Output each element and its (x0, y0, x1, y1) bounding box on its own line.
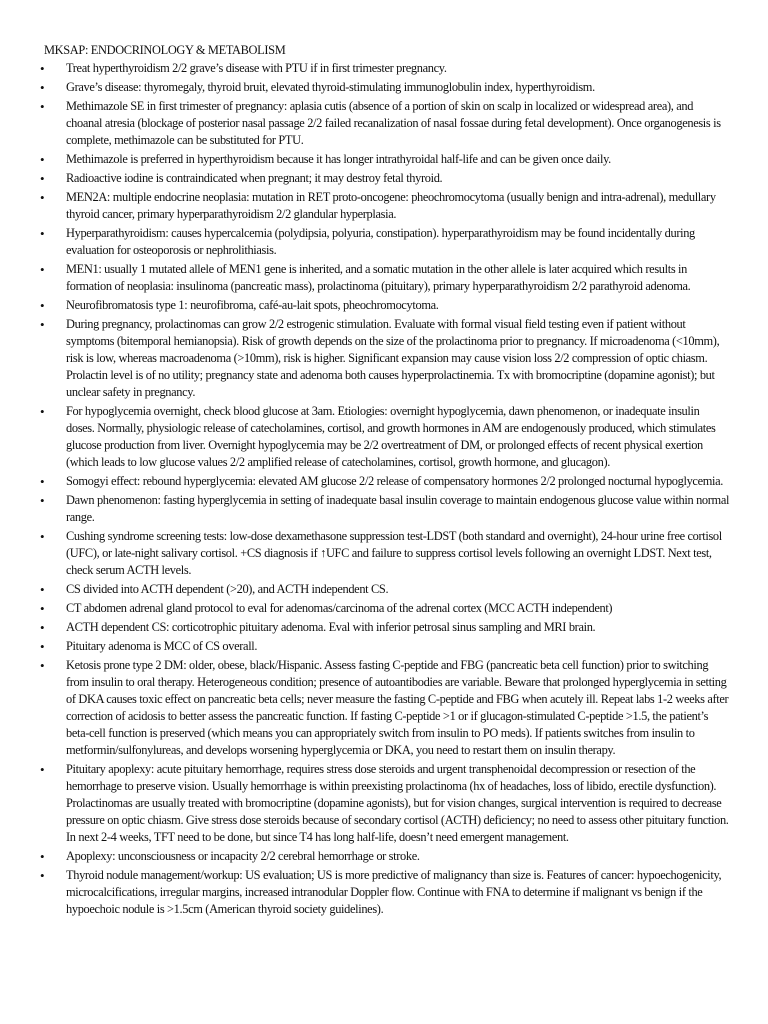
document-page (40, 42, 730, 920)
bullet-item: • MEN2A: multiple endocrine neoplasia: mutation in RET proto-oncogene: pheochromocytoma (usually benign and intra-adrenal), medullary thyroid cancer, primary hyperparathyroidism 2/2 glandular hyperplasia. (40, 189, 730, 223)
bullet-item: • Methimazole is preferred in hyperthyroidism because it has longer intrathyroidal half-life and can be given once daily. (40, 151, 730, 168)
bullet-list (40, 60, 730, 918)
bullet-item: • Treat hyperthyroidism 2/2 grave’s disease with PTU if in first trimester pregnancy. (40, 60, 730, 77)
bullet-item: • Thyroid nodule management/workup: US evaluation; US is more predictive of malignancy than size is. Features of cancer: hypoechogenicity, microcalcifications, irregular margins, increased intranodular Doppler flow. Continue with FNA to determine if malignant vs benign if the hypoechoic nodule is >1.5cm (American thyroid society guidelines). (40, 867, 730, 918)
bullet-item: • CT abdomen adrenal gland protocol to eval for adenomas/carcinoma of the adrenal cortex (MCC ACTH independent) (40, 600, 730, 617)
bullet-item: • Radioactive iodine is contraindicated when pregnant; it may destroy fetal thyroid. (40, 170, 730, 187)
bullet-item: • During pregnancy, prolactinomas can grow 2/2 estrogenic stimulation. Evaluate with formal visual field testing even if patient without symptoms (bitemporal hemianopsia). Risk of growth depends on the size of the prolactinoma prior to pregnancy. If microadenoma (<10mm), risk is low, whereas macroadenoma (>10mm), risk is higher. Significant expansion may cause vision loss 2/2 compression of optic chiasm. Prolactin level is of no utility; pregnancy state and adenoma both causes hyperprolactinemia. Tx with bromocriptine (dopamine agonist); but unclear safety in pregnancy. (40, 316, 730, 401)
bullet-item: • Ketosis prone type 2 DM: older, obese, black/Hispanic. Assess fasting C-peptide and FBG (pancreatic beta cell function) prior to switching from insulin to oral therapy. Heterogeneous condition; presence of autoantibodies are variable. Beware that prolonged hyperglycemia in setting of DKA causes toxic effect on pancreatic beta cells; never measure the fasting C-peptide and FBG when acutely ill. Repeat labs 1-2 weeks after correction of acidosis to better assess the pancreatic function. If fasting C-peptide >1 or if glucagon-stimulated C-peptide >1.5, the patient’s beta-cell function is preserved (which means you can appropriately switch from insulin to PO meds). If patients switches from insulin to metformin/sulfonylureas, and develops worsening hyperglycemia or DKA, you need to restart them on insulin therapy. (40, 657, 730, 759)
bullet-item: • Grave’s disease: thyromegaly, thyroid bruit, elevated thyroid-stimulating immunoglobulin index, hyperthyroidism. (40, 79, 730, 96)
bullet-item: • Neurofibromatosis type 1: neurofibroma, café-au-lait spots, pheochromocytoma. (40, 297, 730, 314)
bullet-item: • Pituitary apoplexy: acute pituitary hemorrhage, requires stress dose steroids and urgent transphenoidal decompression or resection of the hemorrhage to preserve vision. Usually hemorrhage is within preexisting prolactinoma (hx of headaches, loss of libido, erectile dysfunction). Prolactinomas are usually treated with bromocriptine (dopamine agonists), but for vision changes, surgical intervention is required to decrease pressure on optic chiasm. Give stress dose steroids because of secondary cortisol (ACTH) deficiency; no need to assess other pituitary function. In next 2-4 weeks, TFT need to be done, but since T4 has long half-life, doesn’t need emergent management. (40, 761, 730, 846)
bullet-item: • Apoplexy: unconsciousness or incapacity 2/2 cerebral hemorrhage or stroke. (40, 848, 730, 865)
bullet-item: • Methimazole SE in first trimester of pregnancy: aplasia cutis (absence of a portion of skin on scalp in localized or widespread area), and choanal atresia (blockage of posterior nasal passage 2/2 failed recanalization of nasal fossae during fetal development). Once organogenesis is complete, methimazole can be substituted for PTU. (40, 98, 730, 149)
bullet-item: • CS divided into ACTH dependent (>20), and ACTH independent CS. (40, 581, 730, 598)
bullet-item: • Pituitary adenoma is MCC of CS overall. (40, 638, 730, 655)
bullet-item: • Somogyi effect: rebound hyperglycemia: elevated AM glucose 2/2 release of compensatory hormones 2/2 prolonged nocturnal hypoglycemia. (40, 473, 730, 490)
bullet-item: • For hypoglycemia overnight, check blood glucose at 3am. Etiologies: overnight hypoglycemia, dawn phenomenon, or inadequate insulin doses. Normally, physiologic release of catecholamines, cortisol, and growth hormones in AM are endogenously produced, which stimulates glucose production from liver. Overnight hypoglycemia may be 2/2 overtreatment of DM, or prolonged effects of recent physical exertion (which leads to low glucose values 2/2 amplified release of catecholamines, cortisol, growth hormone, and glucagon). (40, 403, 730, 471)
bullet-item: • MEN1: usually 1 mutated allele of MEN1 gene is inherited, and a somatic mutation in the other allele is later acquired which results in formation of neoplasia: insulinoma (pancreatic mass), prolactinoma (pituitary), primary hyperparathyroidism 2/2 parathyroid adenoma. (40, 261, 730, 295)
document-title: MKSAP: ENDOCRINOLOGY & METABOLISM (44, 43, 286, 57)
bullet-item: • Hyperparathyroidism: causes hypercalcemia (polydipsia, polyuria, constipation). hyperparathyroidism may be found incidentally during evaluation for osteoporosis or nephrolithiasis. (40, 225, 730, 259)
bullet-item: • ACTH dependent CS: corticotrophic pituitary adenoma. Eval with inferior petrosal sinus sampling and MRI brain. (40, 619, 730, 636)
bullet-item: • Cushing syndrome screening tests: low-dose dexamethasone suppression test-LDST (both standard and overnight), 24-hour urine free cortisol (UFC), or late-night salivary cortisol. +CS diagnosis if ↑UFC and failure to suppress cortisol levels following an overnight LDST. Next test, check serum ACTH levels. (40, 528, 730, 579)
bullet-item: • Dawn phenomenon: fasting hyperglycemia in setting of inadequate basal insulin coverage to maintain endogenous glucose value within normal range. (40, 492, 730, 526)
